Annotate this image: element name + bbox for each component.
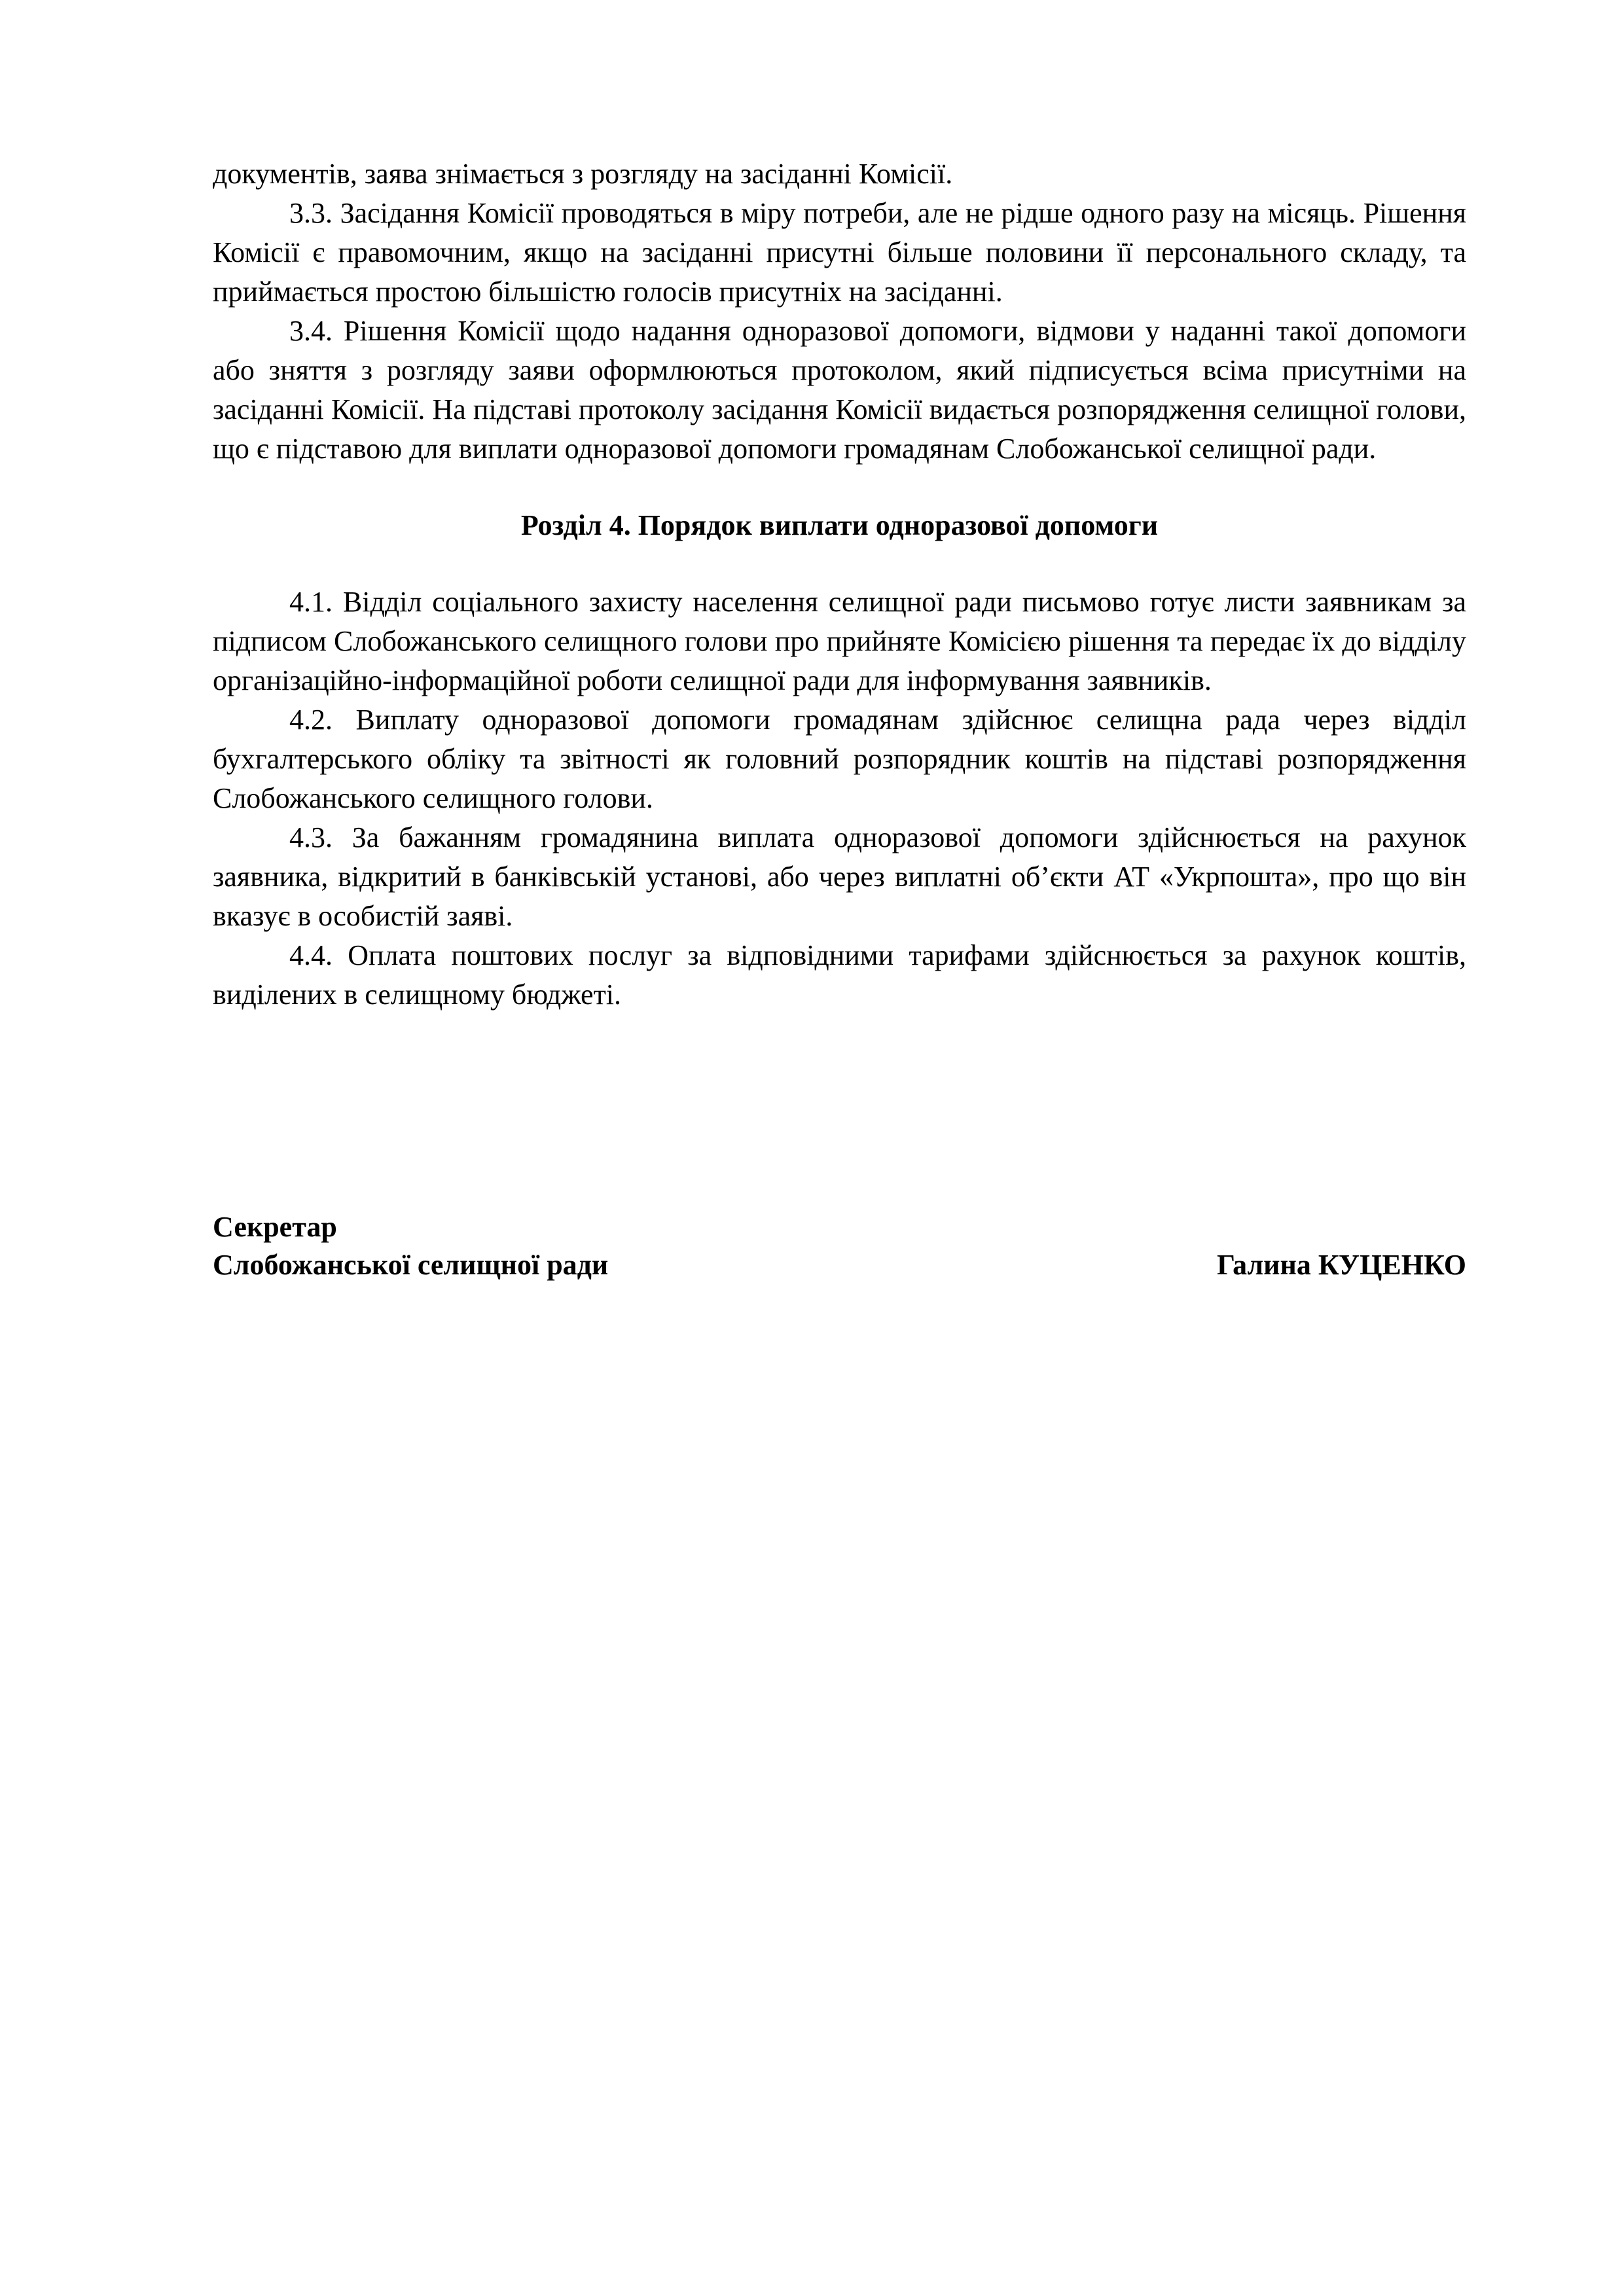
paragraph-3-3: 3.3. Засідання Комісії проводяться в міру потреби, але не рідше одного разу на місяць. Рішення Комісії є правомочним, якщо на засіданні присутні більше половини її персонального складу, та приймається простою більшістю голосів присутніх на засіданні. xyxy=(213,197,1466,308)
signer-position-line1: Секретар xyxy=(213,1211,337,1243)
paragraph-4-3: 4.3. За бажанням громадянина виплата одноразової допомоги здійснюється на рахунок заявника, відкритий в банківській установі, або через виплатні об’єкти АТ «Укрпошта», про що він вказує в особистій заяві. xyxy=(213,821,1466,932)
signer-position-line2: Слобожанської селищної ради xyxy=(213,1249,609,1281)
signature-block xyxy=(213,1208,1466,1284)
signature-row-1 xyxy=(213,1208,1466,1246)
continuation-paragraph: документів, заява знімається з розгляду на засіданні Комісії. xyxy=(213,158,953,190)
signer-name: Галина КУЦЕНКО xyxy=(1216,1249,1466,1281)
paragraph-4-1: 4.1. Відділ соціального захисту населення селищної ради письмово готує листи заявникам за підписом Слобожанського селищного голови про прийняте Комісією рішення та передає їх до відділу організаційно-інформаційної роботи селищної ради для інформування заявників. xyxy=(213,586,1466,696)
paragraph-4-4: 4.4. Оплата поштових послуг за відповідними тарифами здійснюється за рахунок коштів, виділених в селищному бюджеті. xyxy=(213,939,1466,1011)
section-4-heading: Розділ 4. Порядок виплати одноразової допомоги xyxy=(520,509,1159,541)
paragraph-3-4: 3.4. Рішення Комісії щодо надання одноразової допомоги, відмови у наданні такої допомоги або зняття з розгляду заяви оформлюються протоколом, який підписується всіма присутніми на засіданні Комісії. На підставі протоколу засідання Комісії видається розпорядження селищної голови, що є підставою для виплати одноразової допомоги громадянам Слобожанської селищної ради. xyxy=(213,315,1466,465)
signature-row-2 xyxy=(213,1246,1466,1284)
document-body xyxy=(213,154,1466,1014)
heading-spacer xyxy=(213,545,1466,583)
paragraph-4-2: 4.2. Виплату одноразової допомоги громадянам здійснює селищна рада через відділ бухгалтерського обліку та звітності як головний розпорядник коштів на підставі розпорядження Слобожанського селищного голови. xyxy=(213,704,1466,814)
